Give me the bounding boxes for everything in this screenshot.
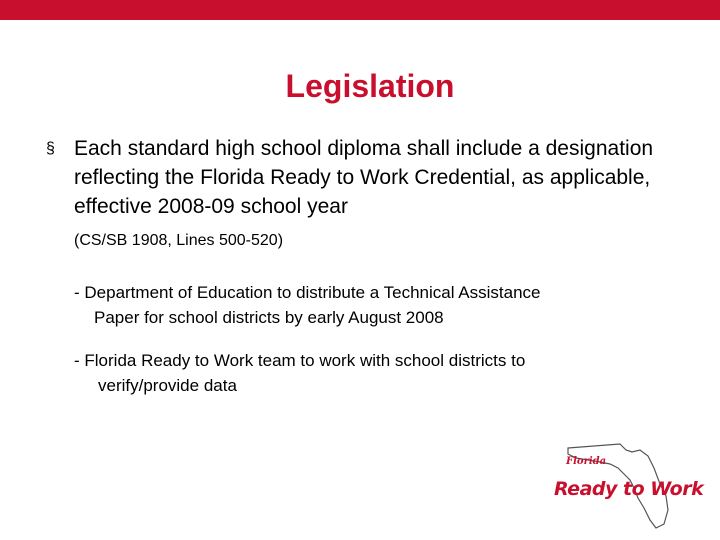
top-accent-bar <box>0 0 720 20</box>
subpoint-1 <box>74 280 674 330</box>
subpoint-2-line1: - Florida Ready to Work team to work with school districts to <box>74 351 526 370</box>
subpoint-2-line2: verify/provide data <box>98 376 237 395</box>
main-bullet <box>46 134 686 221</box>
subpoint-2 <box>74 348 674 398</box>
logo-florida-text: Florida <box>566 456 607 467</box>
subpoint-1-line1: - Department of Education to distribute a Technical Assistance <box>74 283 541 302</box>
logo-main-text: Ready to Work <box>554 478 704 500</box>
bullet-text: Each standard high school diploma shall include a designation reflecting the Florida Ready to Work Credential, as applicable, effective 2008-09 school year <box>74 137 654 218</box>
slide-title: Legislation <box>285 68 455 104</box>
bullet-marker: § <box>46 140 55 157</box>
ready-to-work-logo <box>548 432 712 532</box>
subpoint-1-line2: Paper for school districts by early August 2008 <box>94 308 444 327</box>
legislation-citation: (CS/SB 1908, Lines 500-520) <box>74 232 284 249</box>
